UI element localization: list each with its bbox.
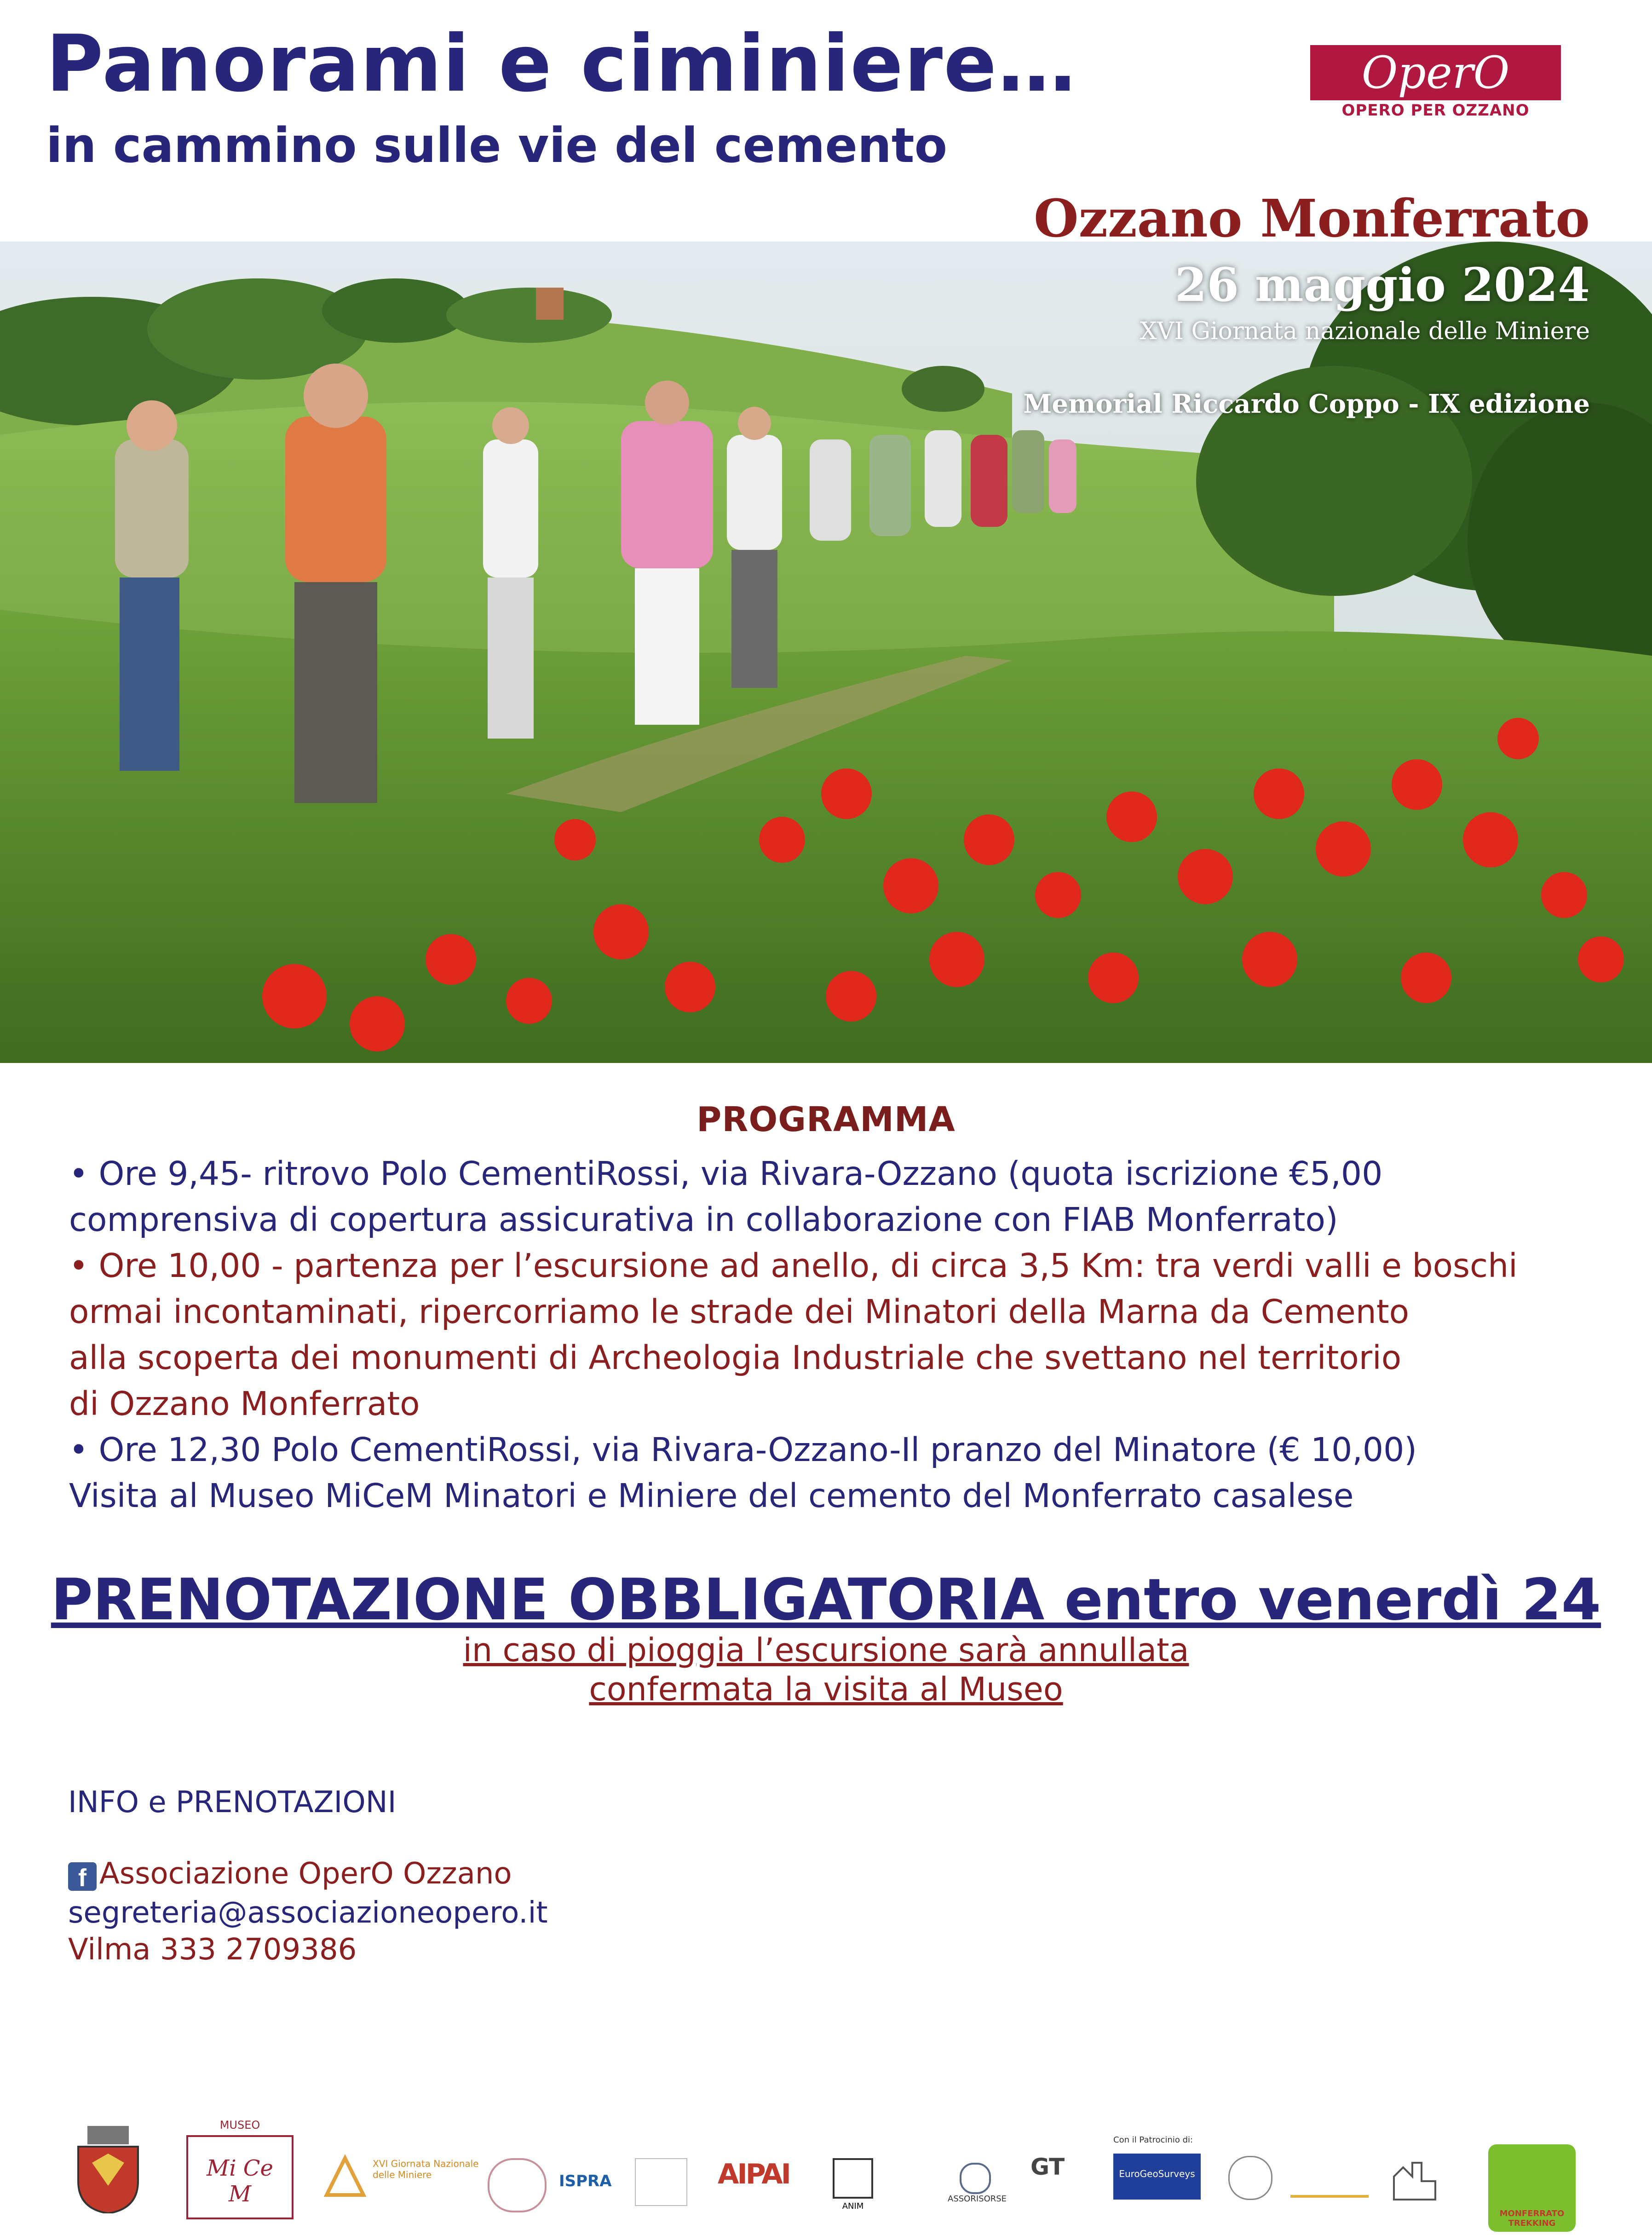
- anim-label: ANIM: [842, 2201, 864, 2211]
- anim-logo-box: [833, 2158, 873, 2211]
- museum-note: confermata la visita al Museo: [589, 1670, 1063, 1708]
- facebook-icon: f: [68, 1862, 97, 1891]
- partner-logo-1: [488, 2158, 547, 2212]
- logo-caption: OPERO PER OZZANO: [1341, 101, 1530, 120]
- assorisorse-label: ASSORISORSE: [948, 2194, 1007, 2204]
- logo-wordmark: OperO: [1310, 45, 1561, 100]
- email-link[interactable]: segreteria@associazioneopero.it: [68, 1896, 548, 1930]
- assorisorse-logo: [948, 2163, 1007, 2213]
- facebook-label: Associazione OperO Ozzano: [99, 1857, 512, 1891]
- program-line: ormai incontaminati, ripercorriamo le strade dei Minatori della Marna da Cemento: [69, 1293, 1410, 1331]
- page-title: Panorami e ciminiere…: [46, 18, 1077, 110]
- program-line: • Ore 9,45- ritrovo Polo CementiRossi, via Rivara-Ozzano (quota iscrizione €5,00: [69, 1155, 1383, 1193]
- giornata-logo: [322, 2154, 483, 2200]
- hero-photo: [0, 242, 1652, 1063]
- gt-logo: GT: [1030, 2154, 1065, 2180]
- trekking-label: MONFERRATO TREKKING: [1499, 2209, 1565, 2228]
- micem-wordmark: Mi Ce M: [207, 2155, 273, 2207]
- patronage-label: Con il Patrocinio di:: [1113, 2135, 1193, 2145]
- ministry-emblem: [1228, 2156, 1272, 2200]
- page-subtitle: in cammino sulle vie del cemento: [46, 117, 948, 173]
- museum-label: MUSEO: [219, 2119, 260, 2131]
- program-line: Visita al Museo MiCeM Minatori e Miniere del cemento del Monferrato casalese: [69, 1477, 1354, 1515]
- program-line: • Ore 12,30 Polo CementiRossi, via Rivara-Ozzano-Il pranzo del Minatore (€ 10,00): [69, 1431, 1417, 1469]
- program-line: comprensiva di copertura assicurativa in collaborazione con FIAB Monferrato): [69, 1201, 1338, 1239]
- giornata-label: XVI Giornata Nazionale delle Miniere: [373, 2158, 479, 2180]
- contacts-heading: INFO e PRENOTAZIONI: [68, 1785, 397, 1819]
- phone-contact: Vilma 333 2709386: [68, 1933, 357, 1967]
- village-logo: [1389, 2154, 1440, 2204]
- facebook-contact[interactable]: [68, 1857, 512, 1891]
- booking-notice: PRENOTAZIONE OBBLIGATORIA entro venerdì 24: [51, 1567, 1601, 1633]
- program-line: • Ore 10,00 - partenza per l’escursione ad anello, di circa 3,5 Km: tra verdi valli e boschi: [69, 1247, 1518, 1285]
- opero-logo: [1310, 45, 1561, 120]
- eurogeosurveys-logo: [1113, 2154, 1201, 2200]
- monferrato-trekking-logo: [1488, 2144, 1576, 2232]
- museum-logo: [186, 2119, 294, 2219]
- program-heading: PROGRAMMA: [696, 1100, 956, 1139]
- event-memorial: Memorial Riccardo Coppo - IX edizione: [1023, 389, 1590, 419]
- program-line: di Ozzano Monferrato: [69, 1385, 420, 1423]
- monferrato-dolce-logo: [1290, 2163, 1369, 2198]
- event-location: Ozzano Monferrato: [1033, 189, 1590, 249]
- eurogeosurveys-label: EuroGeoSurveys: [1119, 2168, 1195, 2179]
- event-edition: XVI Giornata nazionale delle Miniere: [1140, 318, 1590, 345]
- partner-logo-2: [635, 2158, 687, 2206]
- coat-of-arms-icon: [69, 2126, 147, 2213]
- rain-note: in caso di pioggia l’escursione sarà annullata: [463, 1631, 1189, 1669]
- event-date: 26 maggio 2024: [1174, 258, 1590, 312]
- ispra-logo: ISPRA: [559, 2172, 612, 2190]
- aipai-logo: AIPAI: [718, 2158, 789, 2190]
- program-line: alla scoperta dei monumenti di Archeologia Industriale che svettano nel territorio: [69, 1339, 1402, 1377]
